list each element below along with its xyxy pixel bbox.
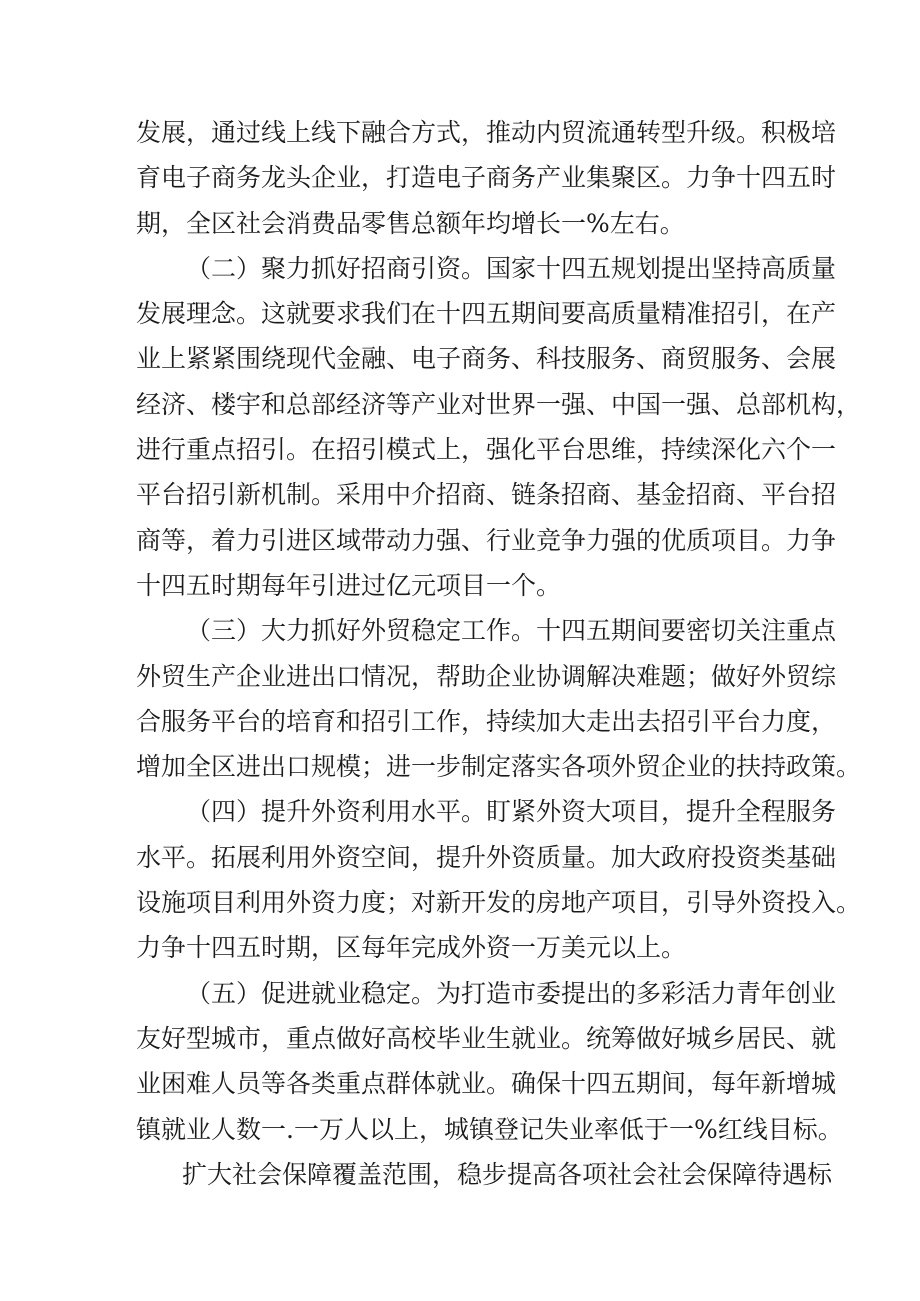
body-text [136,110,862,1197]
text-line: 力争十四五时期，区每年完成外资一万美元以上。 [136,933,687,963]
text-line: 镇就业人数一.一万人以上，城镇登记失业率低于一%红线目标。 [136,1114,843,1144]
paragraph-heading-5: （五）促进就业稳定。为打造市委提出的多彩活力青年创业 [186,978,837,1008]
text-line: 育电子商务龙头企业，打造电子商务产业集聚区。力争十四五时 [136,163,837,193]
text-line: 进行重点招引。在招引模式上，强化平台思维，持续深化六个一 [136,435,837,465]
text-line: 十四五时期每年引进过亿元项目一个。 [136,570,562,600]
text-line: 经济、楼宇和总部经济等产业对世界一强、中国一强、总部机构， [136,389,862,419]
text-line: 友好型城市，重点做好高校毕业生就业。统筹做好城乡居民、就 [136,1023,837,1053]
text-line: 增加全区进出口规模；进一步制定落实各项外贸企业的扶持政策。 [136,752,862,782]
text-line: 发展理念。这就要求我们在十四五期间要高质量精准招引，在产 [136,299,837,329]
text-line: 期，全区社会消费品零售总额年均增长一%左右。 [136,208,685,238]
text-line: 商等，着力引进区域带动力强、行业竞争力强的优质项目。力争 [136,525,837,555]
text-line: 发展，通过线上线下融合方式，推动内贸流通转型升级。积极培 [136,118,837,147]
text-line: 业上紧紧围绕现代金融、电子商务、科技服务、商贸服务、会展 [136,344,837,374]
paragraph-heading-3: （三）大力抓好外贸稳定工作。十四五期间要密切关注重点 [186,616,837,646]
paragraph-heading-4: （四）提升外资利用水平。盯紧外资大项目，提升全程服务 [186,797,837,827]
text-line: 业困难人员等各类重点群体就业。确保十四五期间，每年新增城 [136,1069,837,1099]
text-line: 合服务平台的培育和招引工作，持续加大走出去招引平台力度， [136,706,837,736]
paragraph-start: 扩大社会保障覆盖范围，稳步提高各项社会社会保障待遇标 [182,1159,833,1189]
text-line: 设施项目利用外资力度；对新开发的房地产项目，引导外资投入。 [136,888,862,918]
text-line: 平台招引新机制。采用中介招商、链条招商、基金招商、平台招 [136,480,837,510]
text-line: 水平。拓展利用外资空间，提升外资质量。加大政府投资类基础 [136,842,837,872]
paragraph-heading-2: （二）聚力抓好招商引资。国家十四五规划提出坚持高质量 [186,253,837,283]
text-line: 外贸生产企业进出口情况，帮助企业协调解决难题；做好外贸综 [136,661,837,691]
